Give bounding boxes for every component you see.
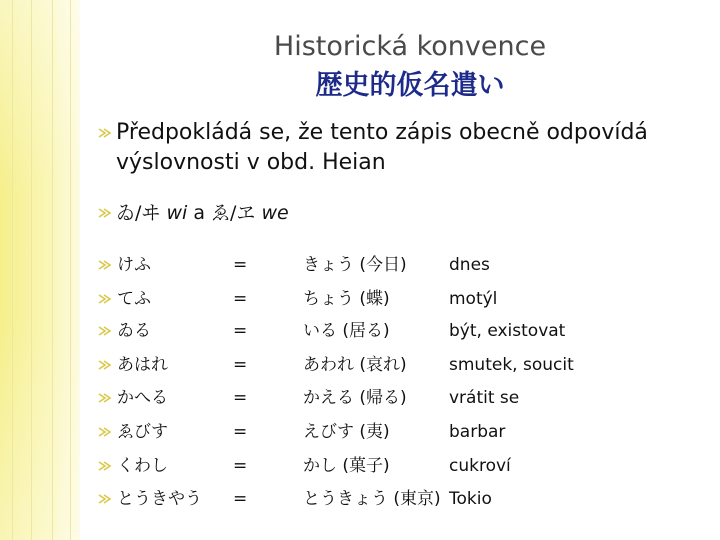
title-japanese: 歴史的仮名遣い [315, 70, 505, 101]
equals-sign: = [233, 255, 248, 275]
meaning: barbar [449, 422, 506, 442]
historical-spelling: くわし [117, 456, 168, 476]
list-item [0, 316, 720, 346]
bullet-icon [98, 360, 112, 370]
conjunction: a [193, 202, 205, 224]
bullet-icon [98, 128, 112, 138]
equals-sign: = [233, 355, 248, 375]
bullet-icon [98, 260, 112, 270]
modern-spelling: えびす (夷) [303, 422, 390, 442]
bullet-icon [98, 427, 112, 437]
bullet-icon [98, 208, 112, 218]
list-item [0, 284, 720, 314]
meaning: cukroví [449, 456, 511, 476]
meaning: smutek, soucit [449, 355, 574, 375]
list-item [0, 417, 720, 447]
bullet-icon [98, 393, 112, 403]
equals-sign: = [233, 422, 248, 442]
list-item [0, 484, 720, 514]
historical-spelling: けふ [117, 255, 151, 275]
bullet-icon [98, 494, 112, 504]
meaning: motýl [449, 289, 498, 309]
equals-sign: = [233, 289, 248, 309]
wi-we-line [116, 199, 289, 227]
meaning: být, existovat [449, 321, 566, 341]
meaning: vrátit se [449, 388, 520, 408]
intro-paragraph: Předpokládá se, že tento zápis obecně odpovídá výslovnosti v obd. Heian [116, 120, 648, 175]
list-item [0, 451, 720, 481]
modern-spelling: かし (菓子) [303, 456, 390, 476]
we-romaji: we [261, 202, 289, 224]
historical-spelling: ゑびす [117, 422, 168, 442]
list-item [0, 383, 720, 413]
modern-spelling: ちょう (蝶) [303, 289, 390, 309]
wi-kana: ゐ/ヰ [116, 202, 161, 224]
meaning: Tokio [449, 489, 492, 509]
equals-sign: = [233, 489, 248, 509]
equals-sign: = [233, 456, 248, 476]
title-latin: Historická konvence [273, 31, 547, 62]
historical-spelling: とうきやう [117, 489, 202, 509]
modern-spelling: かえる (帰る) [303, 388, 407, 408]
historical-spelling: あはれ [117, 355, 168, 375]
modern-spelling: とうきょう (東京) [303, 489, 441, 509]
modern-spelling: きょう (今日) [303, 255, 407, 275]
meaning: dnes [449, 255, 490, 275]
bullet-icon [98, 326, 112, 336]
equals-sign: = [233, 388, 248, 408]
modern-spelling: いる (居る) [303, 321, 390, 341]
wi-romaji: wi [166, 202, 188, 224]
bullet-icon [98, 294, 112, 304]
bullet-icon [98, 461, 112, 471]
we-kana: ゑ/ヱ [211, 202, 256, 224]
list-item [0, 250, 720, 280]
equals-sign: = [233, 321, 248, 341]
slide-title [200, 28, 620, 106]
modern-spelling: あわれ (哀れ) [303, 355, 407, 375]
historical-spelling: かへる [117, 388, 168, 408]
historical-spelling: ゐる [117, 321, 151, 341]
historical-spelling: てふ [117, 289, 151, 309]
list-item [0, 350, 720, 380]
